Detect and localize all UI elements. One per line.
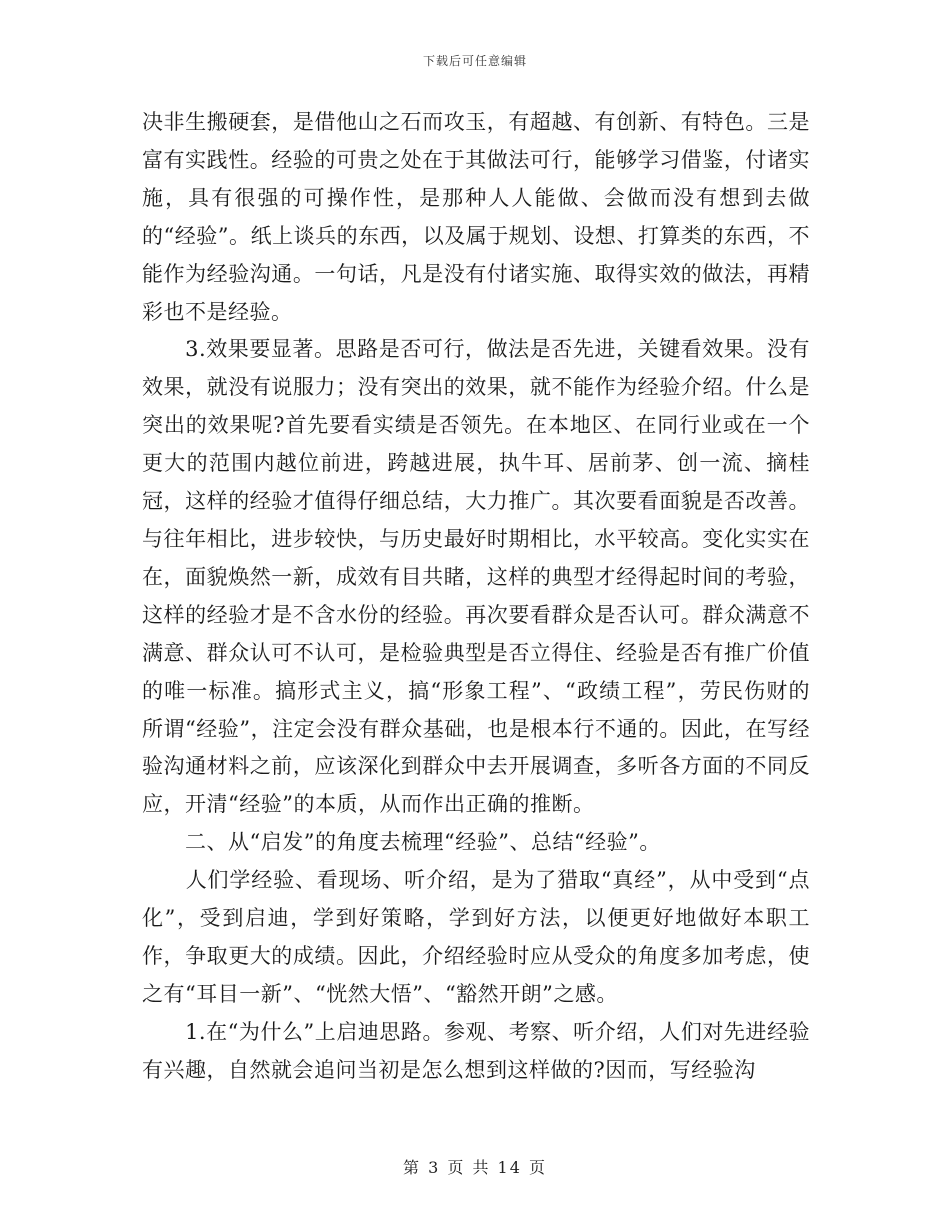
- section-heading: 二、从“启发”的角度去梳理“经验”、总结“经验”。: [142, 830, 661, 855]
- paragraph: 1.在“为什么”上启迪思路。参观、考察、听介绍，人们对先进经验有兴趣，自然就会追问当初是怎么想到这样做的?因而，写经验沟: [142, 1019, 810, 1082]
- document-body: [142, 104, 810, 1090]
- page-number: 第 3 页 共 14 页: [403, 1158, 547, 1177]
- paragraph: 3.效果要显著。思路是否可行，做法是否先进，关键看效果。没有效果，就没有说服力；没有突出的效果，就不能作为经验介绍。什么是突出的效果呢?首先要看实绩是否领先。在本地区、在同行业或在一个更大的范围内越位前进，跨越进展，执牛耳、居前茅、创一流、摘桂冠，这样的经验才值得仔细总结，大力推广。其次要看面貌是否改善。与往年相比，进步较快，与历史最好时期相比，水平较高。变化实实在在，面貌焕然一新，成效有目共睹，这样的典型才经得起时间的考验，这样的经验才是不含水份的经验。再次要看群众是否认可。群众满意不满意、群众认可不认可，是检验典型是否立得住、经验是否有推广价值的唯一标准。搞形式主义，搞“形象工程”、“政绩工程”，劳民伤财的所谓“经验”，注定会没有群众基础，也是根本行不通的。因此，在写经验沟通材料之前，应该深化到群众中去开展调查，多听各方面的不同反应，开清“经验”的本质，从而作出正确的推断。: [142, 337, 810, 817]
- paragraph: 决非生搬硬套，是借他山之石而攻玉，有超越、有创新、有特色。三是富有实践性。经验的可贵之处在于其做法可行，能够学习借鉴，付诸实施，具有很强的可操作性，是那种人人能做、会做而没有想到去做的“经验”。纸上谈兵的东西，以及属于规划、设想、打算类的东西，不能作为经验沟通。一句话，凡是没有付诸实施、取得实效的做法，再精彩也不是经验。: [142, 110, 810, 324]
- paragraph: 人们学经验、看现场、听介绍，是为了猎取“真经”，从中受到“点化”，受到启迪，学到好策略，学到好方法，以便更好地做好本职工作，争取更大的成绩。因此，介绍经验时应从受众的角度多加考虑，使之有“耳目一新”、“恍然大悟”、“豁然开朗”之感。: [142, 868, 810, 1006]
- page-header: 下载后可任意编辑: [422, 54, 527, 68]
